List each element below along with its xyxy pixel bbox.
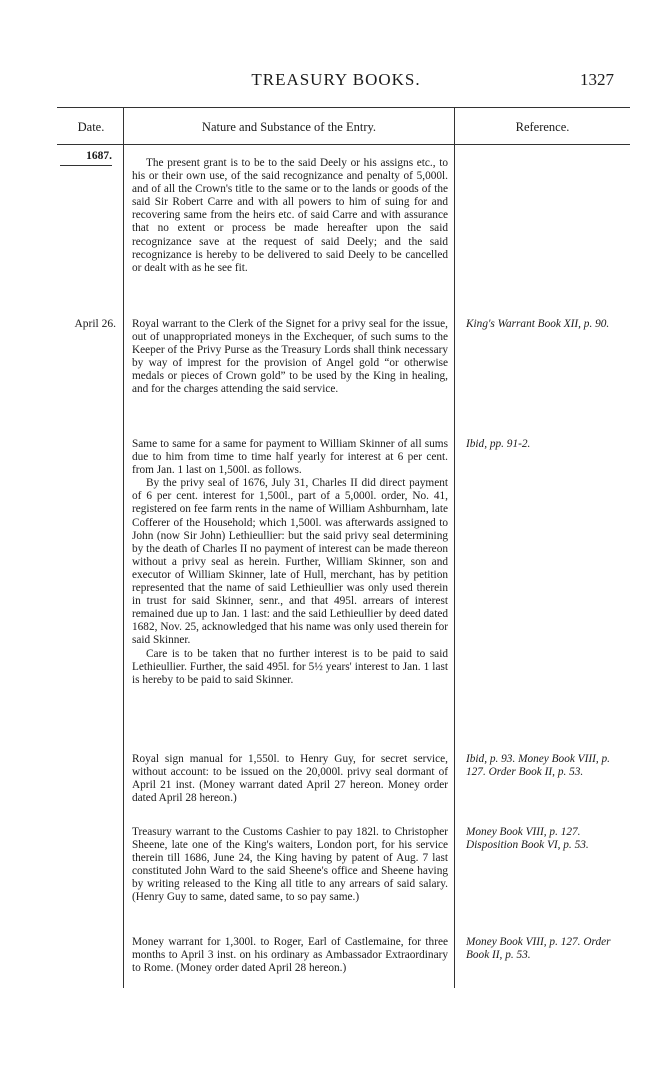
entry-paragraph: By the privy seal of 1676, July 31, Charles II did direct payment of 6 per cent. interest for 1,500l., part of a 5,000l. order, No. 41, registered on fee farm rents in the name of William Ashburnham, late Cofferer of the Household; which 1,500l. was afterwards assigned to John (now Sir John) Lethieullier: but the said privy seal determining by the death of Charles II no payment of interest can be made thereon without a privy seal as herein. Further, William Skinner, son and executor of William Skinner, late of Hull, merchant, has by petition represented that the name of said Lethieullier was only used therein in trust for said Skinner, senr., and that 495l. arrears of interest remained due up to Jan. 1 last: and the said Lethieullier by deed dated 1682, Nov. 25, acknowledged that his name was only used therein for said Skinner. [132,477,448,647]
entry-castlemaine-money-warrant [132,936,448,975]
date-column-divider [123,108,124,988]
reference-text: Money Book VIII, p. 127. Disposition Book VI, p. 53. [466,826,589,852]
entry-reference [466,318,620,331]
entry-paragraph: The present grant is to be to the said Deely or his assigns etc., to his or their own use, of the said recognizance and penalty of 5,000l. and of all the Crown's title to the same or to the lands or goods of the said Sir Robert Carre and with all powers to him of suing for and recovering same from the heirs etc. of said Carre and with assurance that no extent or process be made hereafter upon the said recognizance save at the request of said Deely; and the said recognizance is hereby to be delivered to said Deely to be cancelled or dealt with as he see fit. [132,157,448,274]
header-rule [57,144,630,145]
entry-reference [466,936,620,962]
entry-henry-guy-secret-service [132,753,448,805]
running-title: TREASURY BOOKS. [251,70,421,89]
year-label: 1687. [86,150,112,162]
entry-paragraph: Care is to be taken that no further interest is to be paid to said Lethieullier. Further, the said 495l. for 5½ years' interest to Jan. 1 last is hereby to be paid to said Skinner. [132,647,448,686]
column-header-reference: Reference. [515,120,570,134]
entry-paragraph: Treasury warrant to the Customs Cashier to pay 182l. to Christopher Sheene, late one of the King's waiters, London port, for his service therein till 1686, June 24, the King having by patent of Aug. 7 last constituted John Ward to the said Sheene's office and Sheene having by writing released to the King all title to any arrears of said salary. (Henry Guy to same, dated same, to so pay same.) [132,826,448,904]
entry-royal-warrant-angel-gold [132,318,448,397]
entry-customs-cashier-sheene [132,826,448,905]
reference-text: King's Warrant Book XII, p. 90. [466,318,610,330]
page-header [0,68,672,98]
reference-column-divider [454,108,455,988]
top-rule [57,107,630,108]
column-header-nature: Nature and Substance of the Entry. [201,120,377,134]
entry-paragraph: Money warrant for 1,300l. to Roger, Earl of Castlemaine, for three months to April 3 inst. on his ordinary as Ambassador Extraordinary to Rome. (Money order dated April 28 hereon.) [132,936,448,975]
reference-text: Money Book VIII, p. 127. Order Book II, p. 53. [466,936,611,962]
entry-reference [466,753,620,779]
reference-text: Ibid, pp. 91-2. [466,438,531,450]
reference-text: Ibid, p. 93. Money Book VIII, p. 127. Order Book II, p. 53. [466,753,610,779]
entry-paragraph: Royal warrant to the Clerk of the Signet for a privy seal for the issue, out of unappropriated moneys in the Exchequer, of such sums to the Keeper of the Privy Purse as the Treasury Lords shall think necessary by way of imprest for the provision of Angel gold “or otherwise medals or pieces of Crown gold” to be used by the King in healing, and for the charges attending the said service. [132,318,448,396]
entry-skinner-payment [132,438,448,687]
entry-paragraph: Same to same for a same for payment to William Skinner of all sums due to him from time to time half yearly for interest at 6 per cent. from Jan. 1 last on 1,500l. as follows. [132,438,448,477]
entry-date: April 26. [74,318,116,330]
column-header-date: Date. [77,120,105,134]
page-number: 1327 [580,70,614,89]
entry-reference [466,826,620,852]
year-underline [60,165,112,166]
entry-deely-grant [132,157,448,275]
entry-paragraph: Royal sign manual for 1,550l. to Henry Guy, for secret service, without account: to be issued on the 20,000l. privy seal dormant of April 21 inst. (Money warrant dated April 27 hereon. Money order dated April 28 hereon.) [132,753,448,805]
entry-reference [466,438,620,451]
